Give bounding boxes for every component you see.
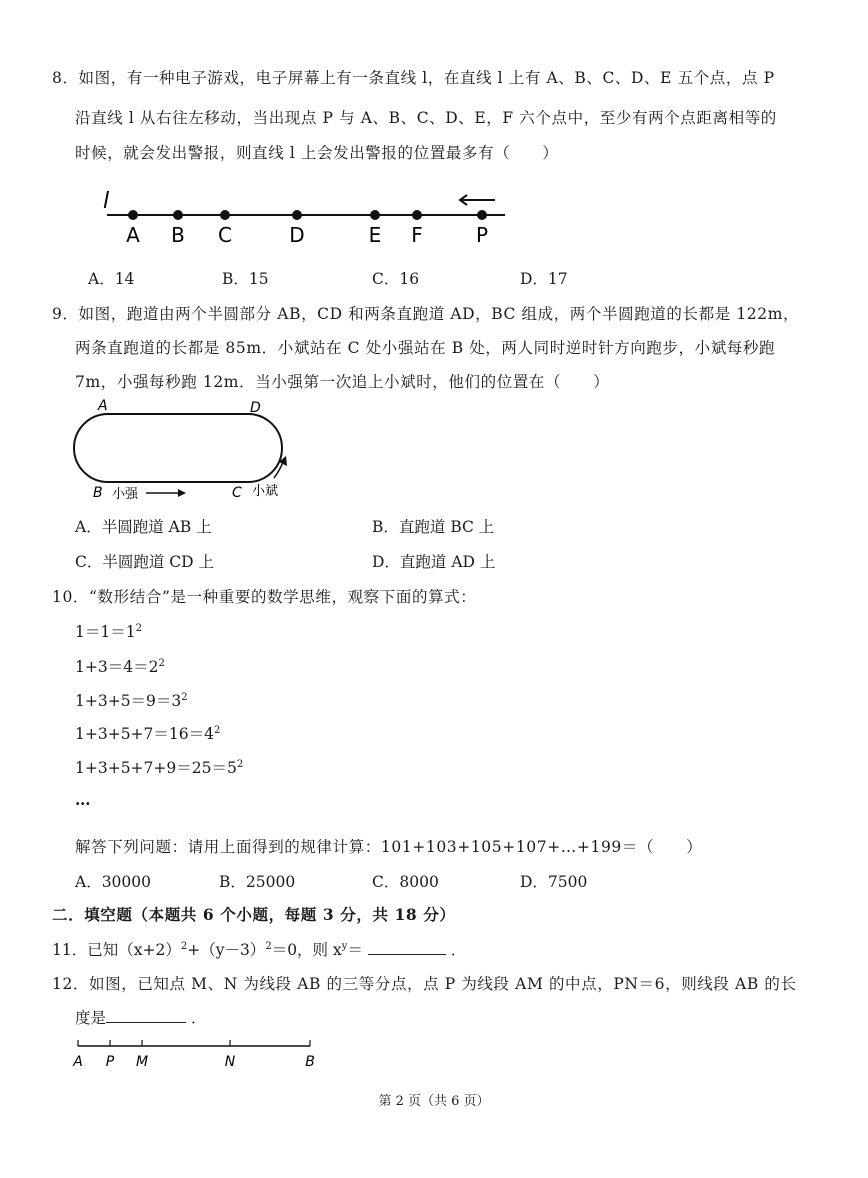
q10-ellipsis: … xyxy=(75,790,91,809)
q9-label-c: C xyxy=(232,485,242,501)
q10-line1: 10．“数形结合”是一种重要的数学思维，观察下面的算式： xyxy=(52,588,477,606)
q11-answer-blank xyxy=(368,940,446,955)
q9-line1: 9．如图，跑道由两个半圆部分 AB，CD 和两条直跑道 AD，BC 组成，两个半圆跑道的长都是 122m， xyxy=(52,305,800,323)
q12-point-label-a: A xyxy=(73,1054,83,1070)
q8-option-d: D．17 xyxy=(520,270,568,288)
q8-option-a: A．14 xyxy=(88,270,135,288)
q8-option-b: B．15 xyxy=(222,270,269,288)
q8-point-d xyxy=(292,210,302,220)
q9-track-figure xyxy=(68,396,308,506)
q9-runner-b: 小强 xyxy=(112,487,139,502)
q9-line2: 两条直跑道的长都是 85m．小斌站在 C 处小强站在 B 处，两人同时逆时针方向跑步，小斌每秒跑 xyxy=(75,339,776,357)
section-2-heading: 二．填空题（本题共 6 个小题，每题 3 分，共 18 分） xyxy=(52,905,456,924)
q9-option-a: A．半圆跑道 AB 上 xyxy=(75,518,212,536)
q9-label-b: B xyxy=(93,485,103,501)
q10-option-d: D．7500 xyxy=(520,873,588,891)
q10-option-c: C．8000 xyxy=(372,873,439,891)
q10-option-a: A．30000 xyxy=(75,873,152,891)
q9-track xyxy=(74,414,282,482)
q8-line3: 时候，就会发出警报，则直线 l 上会发出警报的位置最多有（ ） xyxy=(75,144,559,162)
q9-option-c: C．半圆跑道 CD 上 xyxy=(75,553,215,571)
q10-option-b: B．25000 xyxy=(219,873,296,891)
q9-label-d: D xyxy=(250,400,261,416)
q12-point-label-m: M xyxy=(135,1054,149,1070)
q12-line1: 12．如图，已知点 M、N 为线段 AB 的三等分点，点 P 为线段 AM 的中点，PN＝6，则线段 AB 的长 xyxy=(52,975,797,993)
q12-point-label-p: P xyxy=(105,1054,115,1070)
q9-line3: 7m，小强每秒跑 12m．当小强第一次追上小斌时，他们的位置在（ ） xyxy=(75,373,610,391)
q8-point-f xyxy=(412,210,422,220)
q8-option-c: C．16 xyxy=(372,270,420,288)
page-footer: 第 2 页（共 6 页） xyxy=(378,1094,490,1109)
q8-point-label-c: C xyxy=(218,223,232,246)
q8-point-label-e: E xyxy=(368,223,382,246)
q9-option-d: D．直跑道 AD 上 xyxy=(372,553,496,571)
q10-formula-3: $1+3+5=9=3^2$ xyxy=(75,691,188,710)
q8-point-label-d: D xyxy=(289,223,305,246)
q9-label-a: A xyxy=(98,398,108,414)
q12-point-label-b: B xyxy=(305,1054,315,1070)
q10-formula-4: $1+3+5+7=16=4^2$ xyxy=(75,724,221,743)
q9-runner-c: 小斌 xyxy=(252,484,279,499)
q10-question: 解答下列问题：请用上面得到的规律计算：101+103+105+107+…+199＝（ ） xyxy=(75,838,703,856)
q8-point-label-f: F xyxy=(411,223,423,246)
q8-point-b xyxy=(173,210,183,220)
q12-line2: 度是 ． xyxy=(75,1009,207,1027)
q8-line1: 8．如图，有一种电子游戏，电子屏幕上有一条直线 l，在直线 l 上有 A、B、C、D、E 五个点，点 P xyxy=(52,69,775,87)
q10-formula-2: $1+3=4=2^2$ xyxy=(75,657,165,676)
q12-point-label-n: N xyxy=(224,1054,236,1070)
q9-arrow-b-head xyxy=(178,489,186,497)
q8-line-figure xyxy=(95,186,515,246)
q9-option-b: B．直跑道 BC 上 xyxy=(372,518,495,536)
q11-text: 11．已知$(x+2)^2+(y-3)^2=0$，则 $x^y=$ ． xyxy=(52,940,467,959)
q8-line-label: l xyxy=(103,189,110,214)
q10-formula-5: $1+3+5+7+9=25=5^2$ xyxy=(75,758,244,777)
q8-point-label-a: A xyxy=(126,223,140,246)
q8-point-p xyxy=(477,210,487,220)
q8-point-e xyxy=(370,210,380,220)
q8-point-c xyxy=(220,210,230,220)
q8-point-label-b: B xyxy=(171,223,185,246)
q8-point-label-p: P xyxy=(475,223,489,246)
q8-point-a xyxy=(128,210,138,220)
q12-segment-figure xyxy=(70,1036,320,1074)
q8-line2: 沿直线 l 从右往左移动，当出现点 P 与 A、B、C、D、E，F 六个点中，至少有两个点距离相等的 xyxy=(75,109,777,127)
q12-answer-blank xyxy=(106,1008,186,1023)
q10-formula-1: $1=1=1^2$ xyxy=(75,622,142,641)
